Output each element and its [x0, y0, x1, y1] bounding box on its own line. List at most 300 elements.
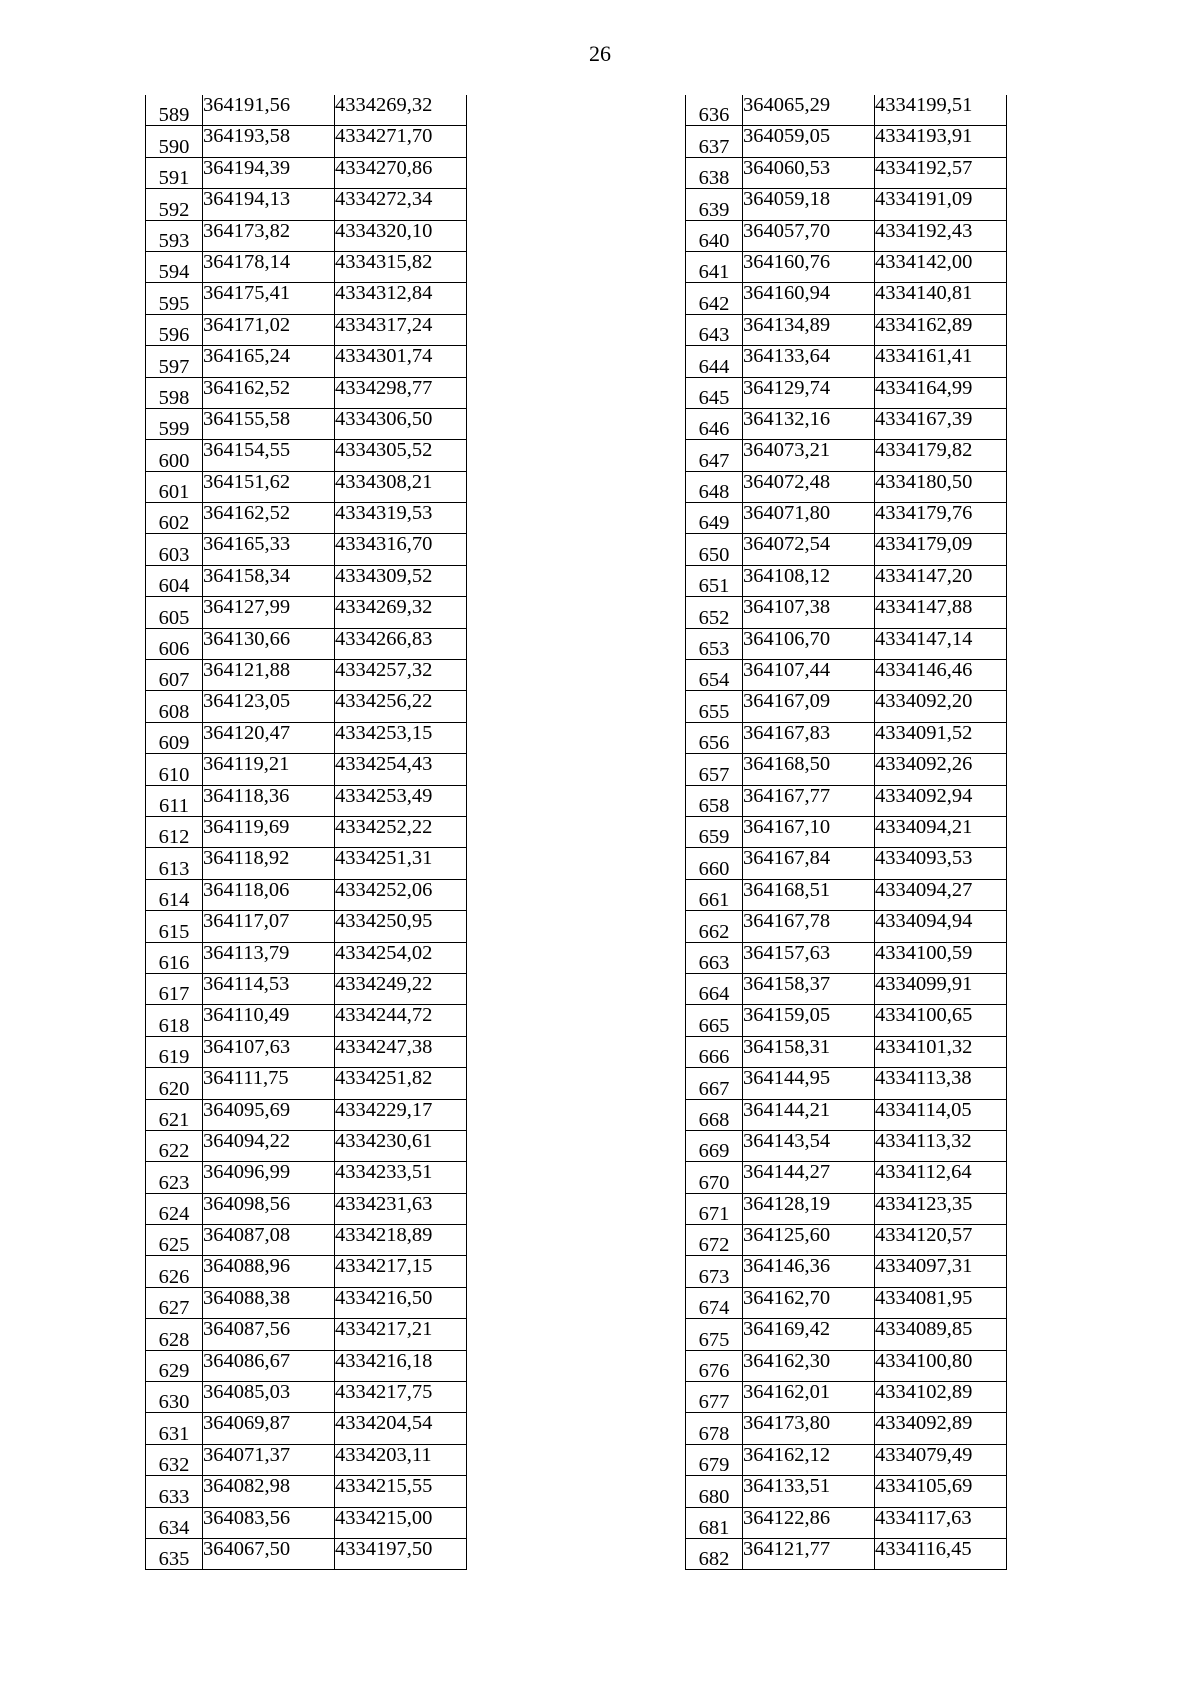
x-coordinate-cell: 364158,31: [743, 1036, 875, 1067]
point-number-cell: 657: [686, 754, 743, 785]
x-coordinate-cell: 364118,06: [203, 879, 335, 910]
table-row: [686, 1507, 1007, 1538]
point-number-cell: 597: [146, 346, 203, 377]
table-row: [146, 565, 467, 596]
table-row: [146, 346, 467, 377]
point-number-cell: 681: [686, 1507, 743, 1538]
y-coordinate-cell: 4334252,06: [335, 879, 467, 910]
point-number-cell: 626: [146, 1256, 203, 1287]
y-coordinate-cell: 4334315,82: [335, 251, 467, 282]
y-coordinate-cell: 4334113,32: [875, 1130, 1007, 1161]
y-coordinate-cell: 4334179,76: [875, 503, 1007, 534]
y-coordinate-cell: 4334247,38: [335, 1036, 467, 1067]
point-number-cell: 635: [146, 1538, 203, 1569]
point-number-cell: 667: [686, 1068, 743, 1099]
x-coordinate-cell: 364088,96: [203, 1256, 335, 1287]
y-coordinate-cell: 4334100,65: [875, 1005, 1007, 1036]
y-coordinate-cell: 4334256,22: [335, 691, 467, 722]
x-coordinate-cell: 364059,05: [743, 126, 875, 157]
point-number-cell: 619: [146, 1036, 203, 1067]
table-row: [146, 440, 467, 471]
point-number-cell: 599: [146, 408, 203, 439]
table-row: [686, 1538, 1007, 1569]
y-coordinate-cell: 4334254,02: [335, 942, 467, 973]
point-number-cell: 647: [686, 440, 743, 471]
table-row: [146, 377, 467, 408]
y-coordinate-cell: 4334269,32: [335, 95, 467, 126]
table-row: [146, 879, 467, 910]
table-row: [686, 597, 1007, 628]
x-coordinate-cell: 364162,01: [743, 1382, 875, 1413]
table-row: [686, 251, 1007, 282]
table-row: [146, 1476, 467, 1507]
table-row: [146, 1350, 467, 1381]
x-coordinate-cell: 364123,05: [203, 691, 335, 722]
x-coordinate-cell: 364173,80: [743, 1413, 875, 1444]
table-row: [686, 973, 1007, 1004]
page-number: 26: [589, 41, 611, 66]
point-number-cell: 622: [146, 1130, 203, 1161]
table-row: [686, 346, 1007, 377]
table-row: [146, 722, 467, 753]
table-row: [686, 408, 1007, 439]
point-number-cell: 650: [686, 534, 743, 565]
y-coordinate-cell: 4334147,14: [875, 628, 1007, 659]
point-number-cell: 674: [686, 1287, 743, 1318]
table-row: [686, 189, 1007, 220]
y-coordinate-cell: 4334101,32: [875, 1036, 1007, 1067]
point-number-cell: 644: [686, 346, 743, 377]
point-number-cell: 672: [686, 1225, 743, 1256]
y-coordinate-cell: 4334116,45: [875, 1538, 1007, 1569]
point-number-cell: 611: [146, 785, 203, 816]
table-row: [686, 565, 1007, 596]
x-coordinate-cell: 364085,03: [203, 1382, 335, 1413]
point-number-cell: 639: [686, 189, 743, 220]
x-coordinate-cell: 364059,18: [743, 189, 875, 220]
y-coordinate-cell: 4334091,52: [875, 722, 1007, 753]
table-row: [686, 1382, 1007, 1413]
y-coordinate-cell: 4334147,20: [875, 565, 1007, 596]
point-number-cell: 666: [686, 1036, 743, 1067]
table-row: [146, 691, 467, 722]
x-coordinate-cell: 364110,49: [203, 1005, 335, 1036]
point-number-cell: 658: [686, 785, 743, 816]
y-coordinate-cell: 4334216,18: [335, 1350, 467, 1381]
x-coordinate-cell: 364086,67: [203, 1350, 335, 1381]
x-coordinate-cell: 364175,41: [203, 283, 335, 314]
table-row: [146, 471, 467, 502]
y-coordinate-cell: 4334230,61: [335, 1130, 467, 1161]
y-coordinate-cell: 4334249,22: [335, 973, 467, 1004]
point-number-cell: 640: [686, 220, 743, 251]
x-coordinate-cell: 364167,78: [743, 911, 875, 942]
point-number-cell: 623: [146, 1162, 203, 1193]
point-number-cell: 615: [146, 911, 203, 942]
point-number-cell: 670: [686, 1162, 743, 1193]
table-row: [686, 1162, 1007, 1193]
point-number-cell: 676: [686, 1350, 743, 1381]
y-coordinate-cell: 4334142,00: [875, 251, 1007, 282]
table-row: [146, 597, 467, 628]
y-coordinate-cell: 4334253,49: [335, 785, 467, 816]
point-number-cell: 663: [686, 942, 743, 973]
y-coordinate-cell: 4334094,21: [875, 816, 1007, 847]
x-coordinate-cell: 364133,64: [743, 346, 875, 377]
y-coordinate-cell: 4334102,89: [875, 1382, 1007, 1413]
table-row: [146, 157, 467, 188]
y-coordinate-cell: 4334146,46: [875, 660, 1007, 691]
x-coordinate-cell: 364167,10: [743, 816, 875, 847]
point-number-cell: 654: [686, 660, 743, 691]
x-coordinate-cell: 364083,56: [203, 1507, 335, 1538]
table-row: [686, 503, 1007, 534]
y-coordinate-cell: 4334252,22: [335, 816, 467, 847]
y-coordinate-cell: 4334092,20: [875, 691, 1007, 722]
table-row: [146, 503, 467, 534]
point-number-cell: 605: [146, 597, 203, 628]
x-coordinate-cell: 364158,37: [743, 973, 875, 1004]
y-coordinate-cell: 4334114,05: [875, 1099, 1007, 1130]
y-coordinate-cell: 4334162,89: [875, 314, 1007, 345]
y-coordinate-cell: 4334094,27: [875, 879, 1007, 910]
x-coordinate-cell: 364098,56: [203, 1193, 335, 1224]
table-row: [146, 848, 467, 879]
y-coordinate-cell: 4334113,38: [875, 1068, 1007, 1099]
point-number-cell: 606: [146, 628, 203, 659]
point-number-cell: 598: [146, 377, 203, 408]
point-number-cell: 609: [146, 722, 203, 753]
y-coordinate-cell: 4334099,91: [875, 973, 1007, 1004]
table-row: [146, 1005, 467, 1036]
point-number-cell: 645: [686, 377, 743, 408]
y-coordinate-cell: 4334271,70: [335, 126, 467, 157]
point-number-cell: 665: [686, 1005, 743, 1036]
point-number-cell: 669: [686, 1130, 743, 1161]
point-number-cell: 602: [146, 503, 203, 534]
y-coordinate-cell: 4334257,32: [335, 660, 467, 691]
x-coordinate-cell: 364133,51: [743, 1476, 875, 1507]
y-coordinate-cell: 4334180,50: [875, 471, 1007, 502]
table-row: [686, 1099, 1007, 1130]
y-coordinate-cell: 4334215,55: [335, 1476, 467, 1507]
point-number-cell: 607: [146, 660, 203, 691]
table-row: [146, 1382, 467, 1413]
table-row: [686, 1287, 1007, 1318]
table-row: [146, 314, 467, 345]
point-number-cell: 608: [146, 691, 203, 722]
point-number-cell: 638: [686, 157, 743, 188]
table-row: [146, 126, 467, 157]
y-coordinate-cell: 4334319,53: [335, 503, 467, 534]
table-row: [146, 1287, 467, 1318]
point-number-cell: 595: [146, 283, 203, 314]
table-row: [686, 1225, 1007, 1256]
y-coordinate-cell: 4334161,41: [875, 346, 1007, 377]
point-number-cell: 649: [686, 503, 743, 534]
y-coordinate-cell: 4334105,69: [875, 1476, 1007, 1507]
table-row: [146, 973, 467, 1004]
point-number-cell: 617: [146, 973, 203, 1004]
point-number-cell: 624: [146, 1193, 203, 1224]
y-coordinate-cell: 4334092,89: [875, 1413, 1007, 1444]
point-number-cell: 614: [146, 879, 203, 910]
x-coordinate-cell: 364168,50: [743, 754, 875, 785]
y-coordinate-cell: 4334298,77: [335, 377, 467, 408]
y-coordinate-cell: 4334229,17: [335, 1099, 467, 1130]
x-coordinate-cell: 364178,14: [203, 251, 335, 282]
y-coordinate-cell: 4334270,86: [335, 157, 467, 188]
x-coordinate-cell: 364114,53: [203, 973, 335, 1004]
table-row: [146, 942, 467, 973]
y-coordinate-cell: 4334254,43: [335, 754, 467, 785]
table-row: [146, 1130, 467, 1161]
point-number-cell: 655: [686, 691, 743, 722]
table-row: [686, 911, 1007, 942]
x-coordinate-cell: 364060,53: [743, 157, 875, 188]
point-number-cell: 600: [146, 440, 203, 471]
x-coordinate-cell: 364072,48: [743, 471, 875, 502]
table-row: [686, 879, 1007, 910]
x-coordinate-cell: 364128,19: [743, 1193, 875, 1224]
point-number-cell: 596: [146, 314, 203, 345]
x-coordinate-cell: 364071,80: [743, 503, 875, 534]
point-number-cell: 594: [146, 251, 203, 282]
table-row: [146, 660, 467, 691]
x-coordinate-cell: 364071,37: [203, 1444, 335, 1475]
x-coordinate-cell: 364167,83: [743, 722, 875, 753]
y-coordinate-cell: 4334217,75: [335, 1382, 467, 1413]
y-coordinate-cell: 4334179,82: [875, 440, 1007, 471]
point-number-cell: 680: [686, 1476, 743, 1507]
x-coordinate-cell: 364134,89: [743, 314, 875, 345]
x-coordinate-cell: 364159,05: [743, 1005, 875, 1036]
table-row: [146, 816, 467, 847]
x-coordinate-cell: 364162,52: [203, 377, 335, 408]
x-coordinate-cell: 364127,99: [203, 597, 335, 628]
y-coordinate-cell: 4334320,10: [335, 220, 467, 251]
x-coordinate-cell: 364173,82: [203, 220, 335, 251]
x-coordinate-cell: 364087,56: [203, 1319, 335, 1350]
x-coordinate-cell: 364144,27: [743, 1162, 875, 1193]
table-row: [146, 1413, 467, 1444]
y-coordinate-cell: 4334164,99: [875, 377, 1007, 408]
table-row: [146, 1036, 467, 1067]
table-row: [146, 785, 467, 816]
y-coordinate-cell: 4334120,57: [875, 1225, 1007, 1256]
y-coordinate-cell: 4334079,49: [875, 1444, 1007, 1475]
table-row: [686, 471, 1007, 502]
table-row: [686, 1413, 1007, 1444]
x-coordinate-cell: 364162,52: [203, 503, 335, 534]
point-number-cell: 673: [686, 1256, 743, 1287]
point-number-cell: 589: [146, 95, 203, 126]
x-coordinate-cell: 364162,12: [743, 1444, 875, 1475]
table-row: [686, 377, 1007, 408]
table-row: [686, 942, 1007, 973]
table-row: [686, 1193, 1007, 1224]
x-coordinate-cell: 364125,60: [743, 1225, 875, 1256]
table-row: [686, 1005, 1007, 1036]
x-coordinate-cell: 364057,70: [743, 220, 875, 251]
point-number-cell: 656: [686, 722, 743, 753]
x-coordinate-cell: 364193,58: [203, 126, 335, 157]
table-row: [686, 440, 1007, 471]
x-coordinate-cell: 364171,02: [203, 314, 335, 345]
y-coordinate-cell: 4334092,94: [875, 785, 1007, 816]
x-coordinate-cell: 364121,88: [203, 660, 335, 691]
y-coordinate-cell: 4334244,72: [335, 1005, 467, 1036]
y-coordinate-cell: 4334250,95: [335, 911, 467, 942]
y-coordinate-cell: 4334191,09: [875, 189, 1007, 220]
x-coordinate-cell: 364067,50: [203, 1538, 335, 1569]
point-number-cell: 603: [146, 534, 203, 565]
x-coordinate-cell: 364158,34: [203, 565, 335, 596]
y-coordinate-cell: 4334231,63: [335, 1193, 467, 1224]
table-row: [686, 816, 1007, 847]
table-row: [686, 1350, 1007, 1381]
table-row: [146, 1507, 467, 1538]
table-row: [686, 157, 1007, 188]
table-row: [686, 314, 1007, 345]
y-coordinate-cell: 4334308,21: [335, 471, 467, 502]
x-coordinate-cell: 364107,38: [743, 597, 875, 628]
y-coordinate-cell: 4334092,26: [875, 754, 1007, 785]
y-coordinate-cell: 4334097,31: [875, 1256, 1007, 1287]
table-row: [686, 1256, 1007, 1287]
x-coordinate-cell: 364065,29: [743, 95, 875, 126]
y-coordinate-cell: 4334218,89: [335, 1225, 467, 1256]
y-coordinate-cell: 4334197,50: [335, 1538, 467, 1569]
point-number-cell: 671: [686, 1193, 743, 1224]
coordinates-table-right: [685, 95, 1007, 1570]
x-coordinate-cell: 364107,63: [203, 1036, 335, 1067]
x-coordinate-cell: 364111,75: [203, 1068, 335, 1099]
table-row: [686, 1036, 1007, 1067]
y-coordinate-cell: 4334215,00: [335, 1507, 467, 1538]
y-coordinate-cell: 4334112,64: [875, 1162, 1007, 1193]
y-coordinate-cell: 4334309,52: [335, 565, 467, 596]
point-number-cell: 664: [686, 973, 743, 1004]
x-coordinate-cell: 364160,76: [743, 251, 875, 282]
x-coordinate-cell: 364162,70: [743, 1287, 875, 1318]
table-row: [686, 660, 1007, 691]
y-coordinate-cell: 4334269,32: [335, 597, 467, 628]
coordinates-table-left: [145, 95, 467, 1570]
table-row: [146, 95, 467, 126]
point-number-cell: 618: [146, 1005, 203, 1036]
coordinates-table-right-body: [686, 95, 1007, 1570]
table-row: [686, 722, 1007, 753]
y-coordinate-cell: 4334251,82: [335, 1068, 467, 1099]
table-row: [686, 1319, 1007, 1350]
y-coordinate-cell: 4334179,09: [875, 534, 1007, 565]
y-coordinate-cell: 4334204,54: [335, 1413, 467, 1444]
x-coordinate-cell: 364119,21: [203, 754, 335, 785]
table-row: [146, 1068, 467, 1099]
x-coordinate-cell: 364113,79: [203, 942, 335, 973]
x-coordinate-cell: 364094,22: [203, 1130, 335, 1161]
x-coordinate-cell: 364118,36: [203, 785, 335, 816]
point-number-cell: 633: [146, 1476, 203, 1507]
y-coordinate-cell: 4334140,81: [875, 283, 1007, 314]
x-coordinate-cell: 364087,08: [203, 1225, 335, 1256]
y-coordinate-cell: 4334217,21: [335, 1319, 467, 1350]
table-row: [146, 1099, 467, 1130]
x-coordinate-cell: 364194,39: [203, 157, 335, 188]
x-coordinate-cell: 364106,70: [743, 628, 875, 659]
table-row: [686, 95, 1007, 126]
x-coordinate-cell: 364144,95: [743, 1068, 875, 1099]
y-coordinate-cell: 4334251,31: [335, 848, 467, 879]
x-coordinate-cell: 364122,86: [743, 1507, 875, 1538]
table-row: [686, 534, 1007, 565]
point-number-cell: 642: [686, 283, 743, 314]
point-number-cell: 620: [146, 1068, 203, 1099]
table-row: [146, 189, 467, 220]
x-coordinate-cell: 364129,74: [743, 377, 875, 408]
point-number-cell: 651: [686, 565, 743, 596]
point-number-cell: 604: [146, 565, 203, 596]
point-number-cell: 641: [686, 251, 743, 282]
point-number-cell: 637: [686, 126, 743, 157]
point-number-cell: 625: [146, 1225, 203, 1256]
table-row: [146, 1256, 467, 1287]
point-number-cell: 621: [146, 1099, 203, 1130]
point-number-cell: 634: [146, 1507, 203, 1538]
x-coordinate-cell: 364120,47: [203, 722, 335, 753]
point-number-cell: 628: [146, 1319, 203, 1350]
x-coordinate-cell: 364157,63: [743, 942, 875, 973]
table-row: [686, 1130, 1007, 1161]
point-number-cell: 616: [146, 942, 203, 973]
y-coordinate-cell: 4334233,51: [335, 1162, 467, 1193]
x-coordinate-cell: 364107,44: [743, 660, 875, 691]
point-number-cell: 629: [146, 1350, 203, 1381]
y-coordinate-cell: 4334301,74: [335, 346, 467, 377]
y-coordinate-cell: 4334094,94: [875, 911, 1007, 942]
x-coordinate-cell: 364082,98: [203, 1476, 335, 1507]
y-coordinate-cell: 4334199,51: [875, 95, 1007, 126]
table-row: [146, 754, 467, 785]
y-coordinate-cell: 4334306,50: [335, 408, 467, 439]
table-row: [686, 754, 1007, 785]
x-coordinate-cell: 364169,42: [743, 1319, 875, 1350]
table-row: [146, 1319, 467, 1350]
y-coordinate-cell: 4334100,59: [875, 942, 1007, 973]
point-number-cell: 659: [686, 816, 743, 847]
point-number-cell: 675: [686, 1319, 743, 1350]
point-number-cell: 643: [686, 314, 743, 345]
table-row: [686, 1068, 1007, 1099]
x-coordinate-cell: 364151,62: [203, 471, 335, 502]
y-coordinate-cell: 4334167,39: [875, 408, 1007, 439]
y-coordinate-cell: 4334266,83: [335, 628, 467, 659]
table-row: [146, 1193, 467, 1224]
x-coordinate-cell: 364117,07: [203, 911, 335, 942]
point-number-cell: 646: [686, 408, 743, 439]
point-number-cell: 660: [686, 848, 743, 879]
x-coordinate-cell: 364132,16: [743, 408, 875, 439]
x-coordinate-cell: 364165,24: [203, 346, 335, 377]
point-number-cell: 662: [686, 911, 743, 942]
y-coordinate-cell: 4334081,95: [875, 1287, 1007, 1318]
y-coordinate-cell: 4334093,53: [875, 848, 1007, 879]
x-coordinate-cell: 364108,12: [743, 565, 875, 596]
table-row: [146, 220, 467, 251]
table-row: [686, 848, 1007, 879]
x-coordinate-cell: 364119,69: [203, 816, 335, 847]
